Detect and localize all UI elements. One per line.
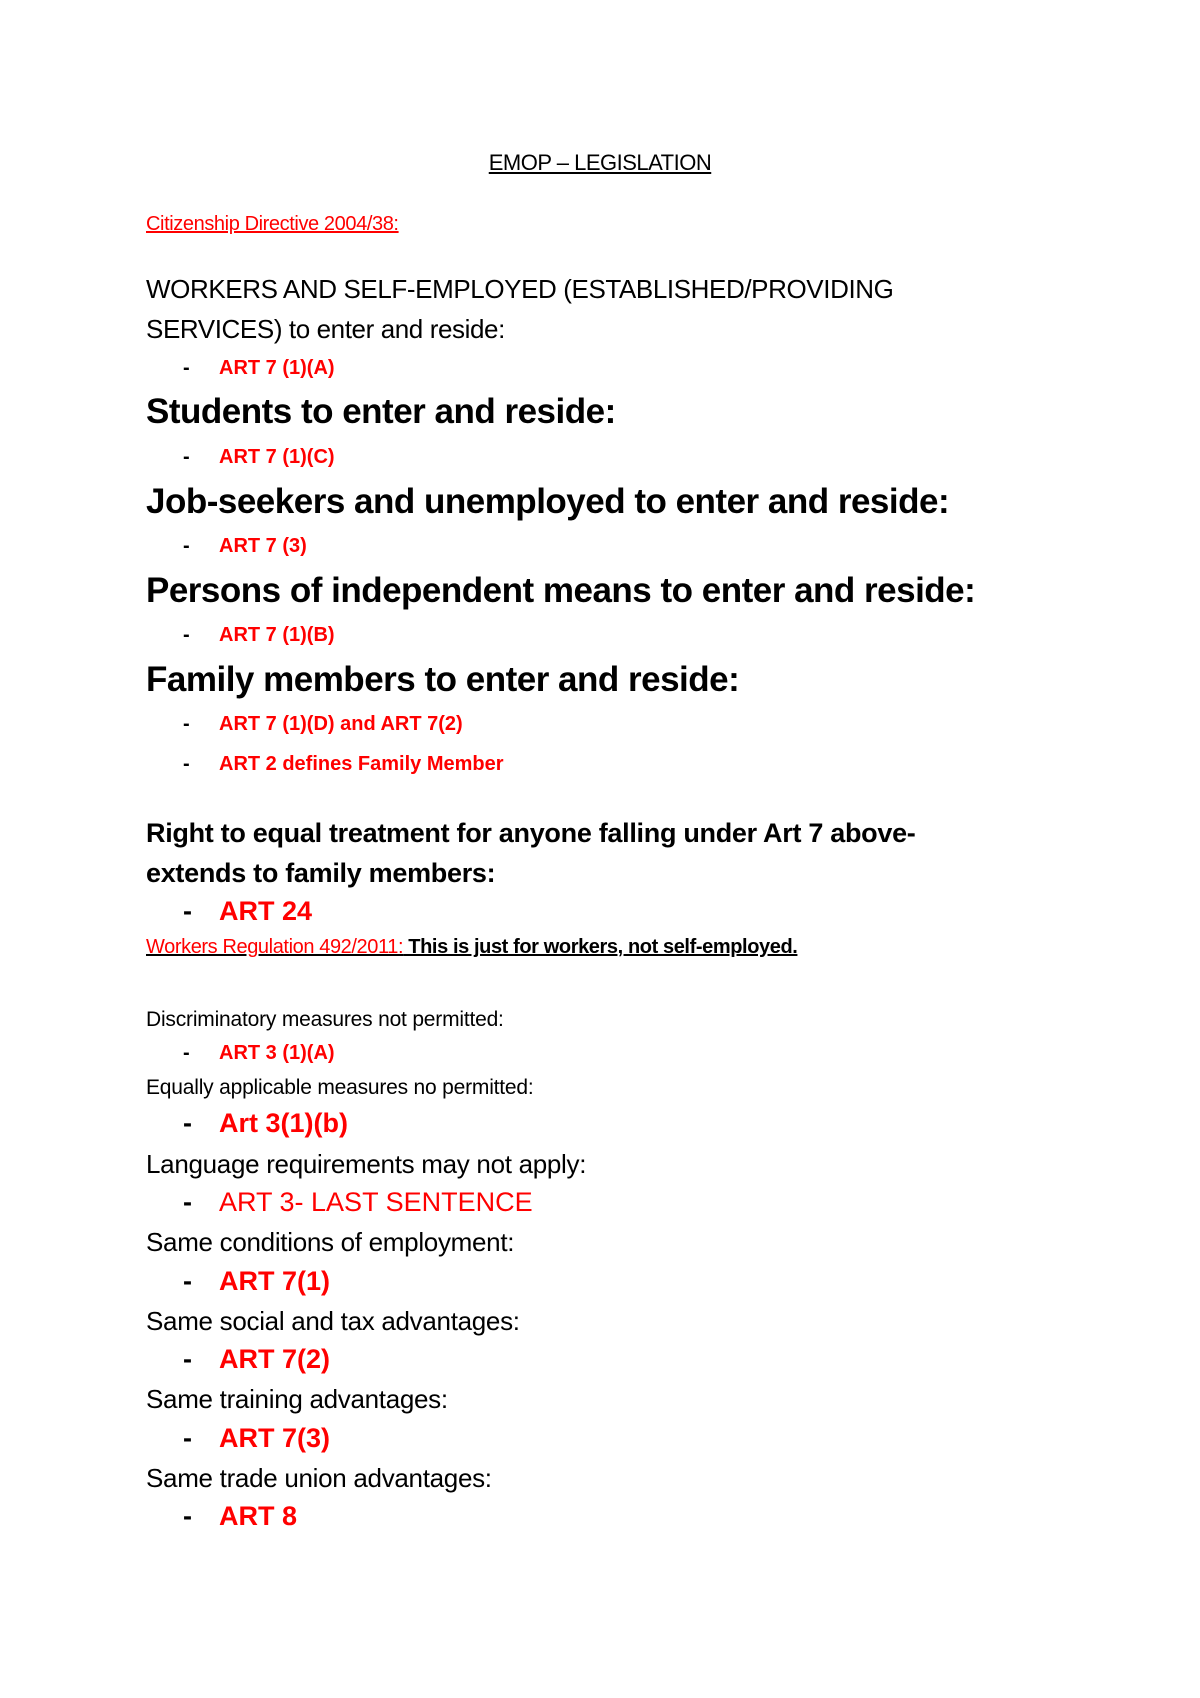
bullet-dash: - xyxy=(183,896,192,926)
discriminatory-measures-article-ref: ART 3 (1)(A) xyxy=(219,1042,335,1064)
students-article-ref: ART 7 (1)(C) xyxy=(219,446,335,468)
students-heading: Students to enter and reside: xyxy=(146,392,616,431)
workers-regulation-line xyxy=(146,937,797,957)
language-requirements-heading: Language requirements may not apply: xyxy=(146,1149,587,1179)
family-member-definition-ref: ART 2 defines Family Member xyxy=(219,753,504,775)
list-item xyxy=(183,447,335,467)
bullet-dash: - xyxy=(183,1423,192,1453)
employment-conditions-article-ref: ART 7(1) xyxy=(219,1266,331,1296)
social-tax-heading: Same social and tax advantages: xyxy=(146,1306,520,1336)
list-item xyxy=(183,714,463,734)
trade-union-article-ref: ART 8 xyxy=(219,1501,298,1531)
list-item xyxy=(183,898,312,925)
workers-heading-line1: WORKERS AND SELF-EMPLOYED (ESTABLISHED/PROVIDING xyxy=(146,274,894,304)
bullet-dash: - xyxy=(183,753,190,775)
equally-applicable-article-ref: Art 3(1)(b) xyxy=(219,1108,348,1138)
equal-treatment-heading-line1: Right to equal treatment for anyone falling under Art 7 above- xyxy=(146,818,916,848)
bullet-dash: - xyxy=(183,357,190,379)
equal-treatment-article-ref: ART 24 xyxy=(219,896,313,926)
list-item xyxy=(183,625,335,645)
bullet-dash: - xyxy=(183,1187,192,1217)
list-item xyxy=(183,1189,533,1216)
list-item xyxy=(183,1268,330,1295)
bullet-dash: - xyxy=(183,1108,192,1138)
list-item xyxy=(183,1346,330,1373)
training-article-ref: ART 7(3) xyxy=(219,1423,331,1453)
list-item xyxy=(183,754,504,774)
family-members-heading: Family members to enter and reside: xyxy=(146,660,740,699)
equally-applicable-heading: Equally applicable measures no permitted: xyxy=(146,1076,534,1099)
workers-heading-line2: SERVICES) to enter and reside: xyxy=(146,314,505,344)
language-requirements-article-ref: ART 3- LAST SENTENCE xyxy=(219,1187,533,1217)
equal-treatment-heading-line2: extends to family members: xyxy=(146,858,496,888)
jobseekers-article-ref: ART 7 (3) xyxy=(219,535,307,557)
workers-regulation-note: This is just for workers, not self-employed. xyxy=(403,936,798,958)
social-tax-article-ref: ART 7(2) xyxy=(219,1344,331,1374)
trade-union-heading: Same trade union advantages: xyxy=(146,1463,492,1493)
bullet-dash: - xyxy=(183,1266,192,1296)
family-members-article-ref: ART 7 (1)(D) and ART 7(2) xyxy=(219,713,463,735)
list-item xyxy=(183,1503,297,1530)
independent-means-heading: Persons of independent means to enter and reside: xyxy=(146,571,976,610)
list-item xyxy=(183,1425,330,1452)
discriminatory-measures-heading: Discriminatory measures not permitted: xyxy=(146,1008,504,1031)
bullet-dash: - xyxy=(183,713,190,735)
training-heading: Same training advantages: xyxy=(146,1384,448,1414)
bullet-dash: - xyxy=(183,535,190,557)
list-item xyxy=(183,1043,335,1063)
employment-conditions-heading: Same conditions of employment: xyxy=(146,1227,515,1257)
bullet-dash: - xyxy=(183,1344,192,1374)
jobseekers-heading: Job-seekers and unemployed to enter and reside: xyxy=(146,482,950,521)
list-item xyxy=(183,358,335,378)
workers-regulation-label: Workers Regulation 492/2011: xyxy=(146,936,404,958)
bullet-dash: - xyxy=(183,624,190,646)
document-title: EMOP – LEGISLATION xyxy=(488,150,712,175)
bullet-dash: - xyxy=(183,1501,192,1531)
bullet-dash: - xyxy=(183,446,190,468)
workers-article-ref: ART 7 (1)(A) xyxy=(219,357,335,379)
independent-means-article-ref: ART 7 (1)(B) xyxy=(219,624,335,646)
list-item xyxy=(183,1110,348,1137)
bullet-dash: - xyxy=(183,1042,190,1064)
citizenship-directive-label: Citizenship Directive 2004/38: xyxy=(146,213,399,235)
list-item xyxy=(183,536,307,556)
